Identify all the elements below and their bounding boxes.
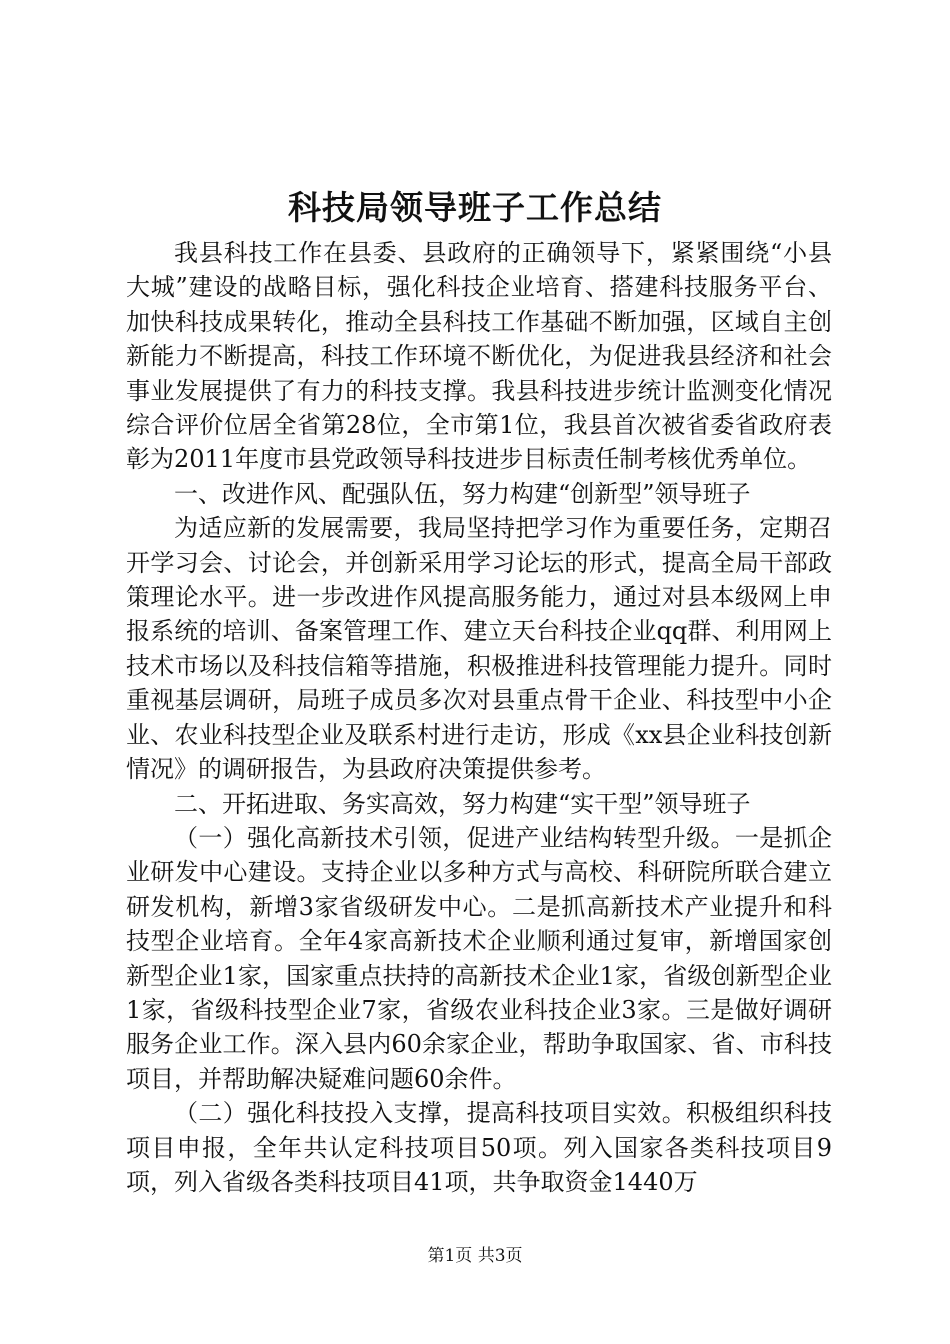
paragraph-section-1: 为适应新的发展需要，我局坚持把学习作为重要任务，定期召开学习会、讨论会，并创新采用学习论坛的形式，提高全局干部政策理论水平。进一步改进作风提高服务能力，通过对县本级网上申报系统的培训、备案管理工作、建立天台科技企业qq群、利用网上技术市场以及科技信箱等措施，积极推进科技管理能力提升。同时重视基层调研，局班子成员多次对县重点骨干企业、科技型中小企业、农业科技型企业及联系村进行走访，形成《xx县企业科技创新情况》的调研报告，为县政府决策提供参考。 [126, 514, 832, 784]
paragraph-subsection-2: （二）强化科技投入支撑，提高科技项目实效。积极组织科技项目申报，全年共认定科技项目50项。列入国家各类科技项目9项，列入省级各类科技项目41项，共争取资金1440万 [126, 1099, 832, 1196]
section-heading-2: 二、开拓进取、务实高效，努力构建“实干型”领导班子 [174, 789, 751, 818]
document-title: 科技局领导班子工作总结 [288, 188, 662, 227]
section-heading-1: 一、改进作风、配强队伍，努力构建“创新型”领导班子 [174, 479, 751, 508]
document-body [126, 236, 832, 1199]
page-number-footer: 第1页 共3页 [427, 1246, 523, 1266]
paragraph-intro: 我县科技工作在县委、县政府的正确领导下，紧紧围绕“小县大城”建设的战略目标，强化科技企业培育、搭建科技服务平台、加快科技成果转化，推动全县科技工作基础不断加强，区域自主创新能力不断提高，科技工作环境不断优化，为促进我县经济和社会事业发展提供了有力的科技支撑。我县科技进步统计监测变化情况综合评价位居全省第28位，全市第1位，我县首次被省委省政府表彰为2011年度市县党政领导科技进步目标责任制考核优秀单位。 [126, 239, 832, 474]
paragraph-subsection-1: （一）强化高新技术引领，促进产业结构转型升级。一是抓企业研发中心建设。支持企业以多种方式与高校、科研院所联合建立研发机构，新增3家省级研发中心。二是抓高新技术产业提升和科技型企业培育。全年4家高新技术企业顺利通过复审，新增国家创新型企业1家，国家重点扶持的高新技术企业1家，省级创新型企业1家，省级科技型企业7家，省级农业科技企业3家。三是做好调研服务企业工作。深入县内60余家企业，帮助争取国家、省、市科技项目，并帮助解决疑难问题60余件。 [126, 823, 832, 1093]
